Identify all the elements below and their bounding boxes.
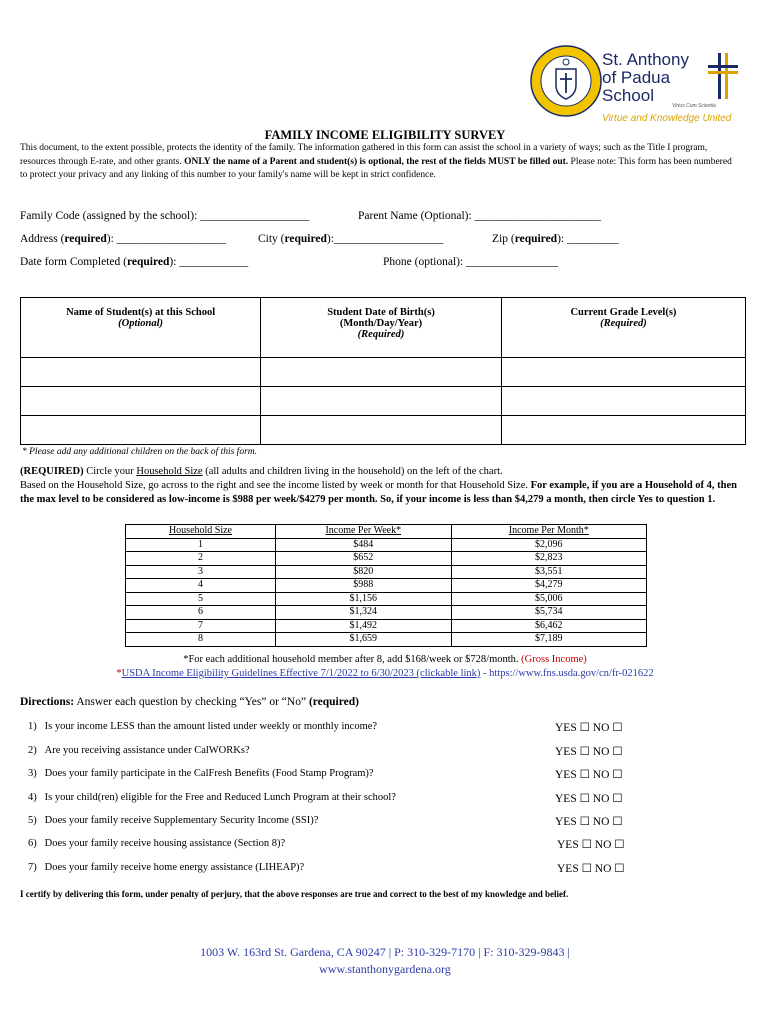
- income-table-header: [126, 525, 647, 539]
- students-table: [20, 297, 746, 445]
- table-row: [21, 387, 746, 416]
- question-2: 2) Are you receiving assistance under CalWORKs?: [28, 745, 250, 756]
- school-logo: [530, 45, 740, 130]
- table-row: 1 $484 $2,096: [126, 538, 647, 552]
- answer-4-checkboxes[interactable]: YES ☐ NO ☐: [555, 793, 623, 805]
- guideline-line: *USDA Income Eligibility Guidelines Effective 7/1/2022 to 6/30/2023 (clickable link) - https://www.fns.usda.gov/cn/fr-021622: [116, 668, 654, 679]
- student-name-cell[interactable]: [21, 416, 261, 445]
- grade-cell[interactable]: [501, 358, 745, 387]
- zip-field[interactable]: Zip (required): _________: [492, 233, 619, 245]
- income-table: [125, 524, 647, 647]
- school-seal-icon: [530, 45, 602, 117]
- table-row: [21, 416, 746, 445]
- address-field[interactable]: Address (required): ___________________: [20, 233, 226, 245]
- cross-icon: [708, 51, 738, 101]
- usda-url[interactable]: - https://www.fns.usda.gov/cn/fr-021622: [480, 668, 654, 679]
- table-row: [21, 358, 746, 387]
- household-instructions: (REQUIRED) Circle your Household Size (all adults and children living in the household) on the left of the chart. Based on the Household Size, go across to the right and see the income listed by week or month for that Household Size. For example, if you are a Household of 4, then the max level to be considered as low-income is $988 per week/$4279 per month. So, if your income is less than $4,279 a month, then circle Yes to question 1.: [20, 466, 738, 505]
- question-7: 7) Does your family receive home energy assistance (LIHEAP)?: [28, 862, 305, 873]
- table-row: 8 $1,659 $7,189: [126, 633, 647, 647]
- city-field[interactable]: City (required):___________________: [258, 233, 444, 245]
- table-row: 3 $820 $3,551: [126, 565, 647, 579]
- header-student-name: Name of Student(s) at this School (Optional): [21, 298, 261, 358]
- header-income-month: Income Per Month*: [451, 525, 646, 539]
- table-row: 2 $652 $2,823: [126, 552, 647, 566]
- student-name-cell[interactable]: [21, 387, 261, 416]
- table-row: 4 $988 $4,279: [126, 579, 647, 593]
- footer-website[interactable]: www.stanthonygardena.org: [319, 962, 451, 976]
- question-1: 1) Is your income LESS than the amount listed under weekly or monthly income?: [28, 721, 378, 732]
- dob-cell[interactable]: [261, 416, 502, 445]
- answer-3-checkboxes[interactable]: YES ☐ NO ☐: [555, 769, 623, 781]
- answer-1-checkboxes[interactable]: YES ☐ NO ☐: [555, 722, 623, 734]
- table-row: 7 $1,492 $6,462: [126, 619, 647, 633]
- income-footnote: *For each additional household member after 8, add $168/week or $728/month. (Gross Income): [183, 654, 587, 665]
- students-table-header: [21, 298, 746, 358]
- table-row: 5 $1,156 $5,006: [126, 592, 647, 606]
- header-dob: Student Date of Birth(s) (Month/Day/Year) (Required): [261, 298, 502, 358]
- certification-statement: I certify by delivering this form, under penalty of perjury, that the above responses are true and correct to the best of my knowledge and belief.: [20, 889, 569, 899]
- usda-guidelines-link[interactable]: USDA Income Eligibility Guidelines Effective 7/1/2022 to 6/30/2023 (clickable link): [121, 668, 481, 679]
- date-completed-field[interactable]: Date form Completed (required): ____________: [20, 256, 249, 268]
- phone-field[interactable]: Phone (optional): ________________: [383, 256, 559, 268]
- footer-address: 1003 W. 163rd St. Gardena, CA 90247 | P: 310-329-7170 | F: 310-329-9843 |: [200, 945, 570, 959]
- directions-heading: Directions: Answer each question by checking “Yes” or “No” (required): [20, 696, 359, 708]
- school-name-logo: St. Anthony of Padua School: [602, 50, 689, 105]
- answer-2-checkboxes[interactable]: YES ☐ NO ☐: [555, 746, 623, 758]
- question-5: 5) Does your family receive Supplementary Security Income (SSI)?: [28, 815, 319, 826]
- family-code-field[interactable]: Family Code (assigned by the school): ___________________: [20, 210, 310, 222]
- grade-cell[interactable]: [501, 416, 745, 445]
- header-income-week: Income Per Week*: [275, 525, 451, 539]
- school-motto: Virtus Cum Scientia: [672, 103, 716, 109]
- table-row: 6 $1,324 $5,734: [126, 606, 647, 620]
- question-4: 4) Is your child(ren) eligible for the Free and Reduced Lunch Program at their school?: [28, 792, 396, 803]
- question-6: 6) Does your family receive housing assistance (Section 8)?: [28, 838, 286, 849]
- header-grade: Current Grade Level(s) (Required): [501, 298, 745, 358]
- page-title: FAMILY INCOME ELIGIBILITY SURVEY: [264, 128, 506, 142]
- dob-cell[interactable]: [261, 358, 502, 387]
- header-household-size: Household Size: [126, 525, 276, 539]
- answer-6-checkboxes[interactable]: YES ☐ NO ☐: [557, 839, 625, 851]
- student-name-cell[interactable]: [21, 358, 261, 387]
- question-3: 3) Does your family participate in the CalFresh Benefits (Food Stamp Program)?: [28, 768, 374, 779]
- intro-paragraph: This document, to the extent possible, protects the identity of the family. The information gathered in this form can assist the school in a variety of ways; such as the Title I program, resources through E-rate, and other grants. ONLY the name of a Parent and student(s) is optional, the rest of the fields MUST be filled out. Please note: This form has been numbered to protect your privacy and any linking of this number to your family's name will be kept in strict confidence.: [20, 143, 732, 180]
- students-table-note: * Please add any additional children on the back of this form.: [22, 447, 258, 457]
- school-tagline: Virtue and Knowledge United: [602, 113, 732, 124]
- grade-cell[interactable]: [501, 387, 745, 416]
- answer-5-checkboxes[interactable]: YES ☐ NO ☐: [555, 816, 623, 828]
- dob-cell[interactable]: [261, 387, 502, 416]
- answer-7-checkboxes[interactable]: YES ☐ NO ☐: [557, 863, 625, 875]
- parent-name-field[interactable]: Parent Name (Optional): ______________________: [358, 210, 602, 222]
